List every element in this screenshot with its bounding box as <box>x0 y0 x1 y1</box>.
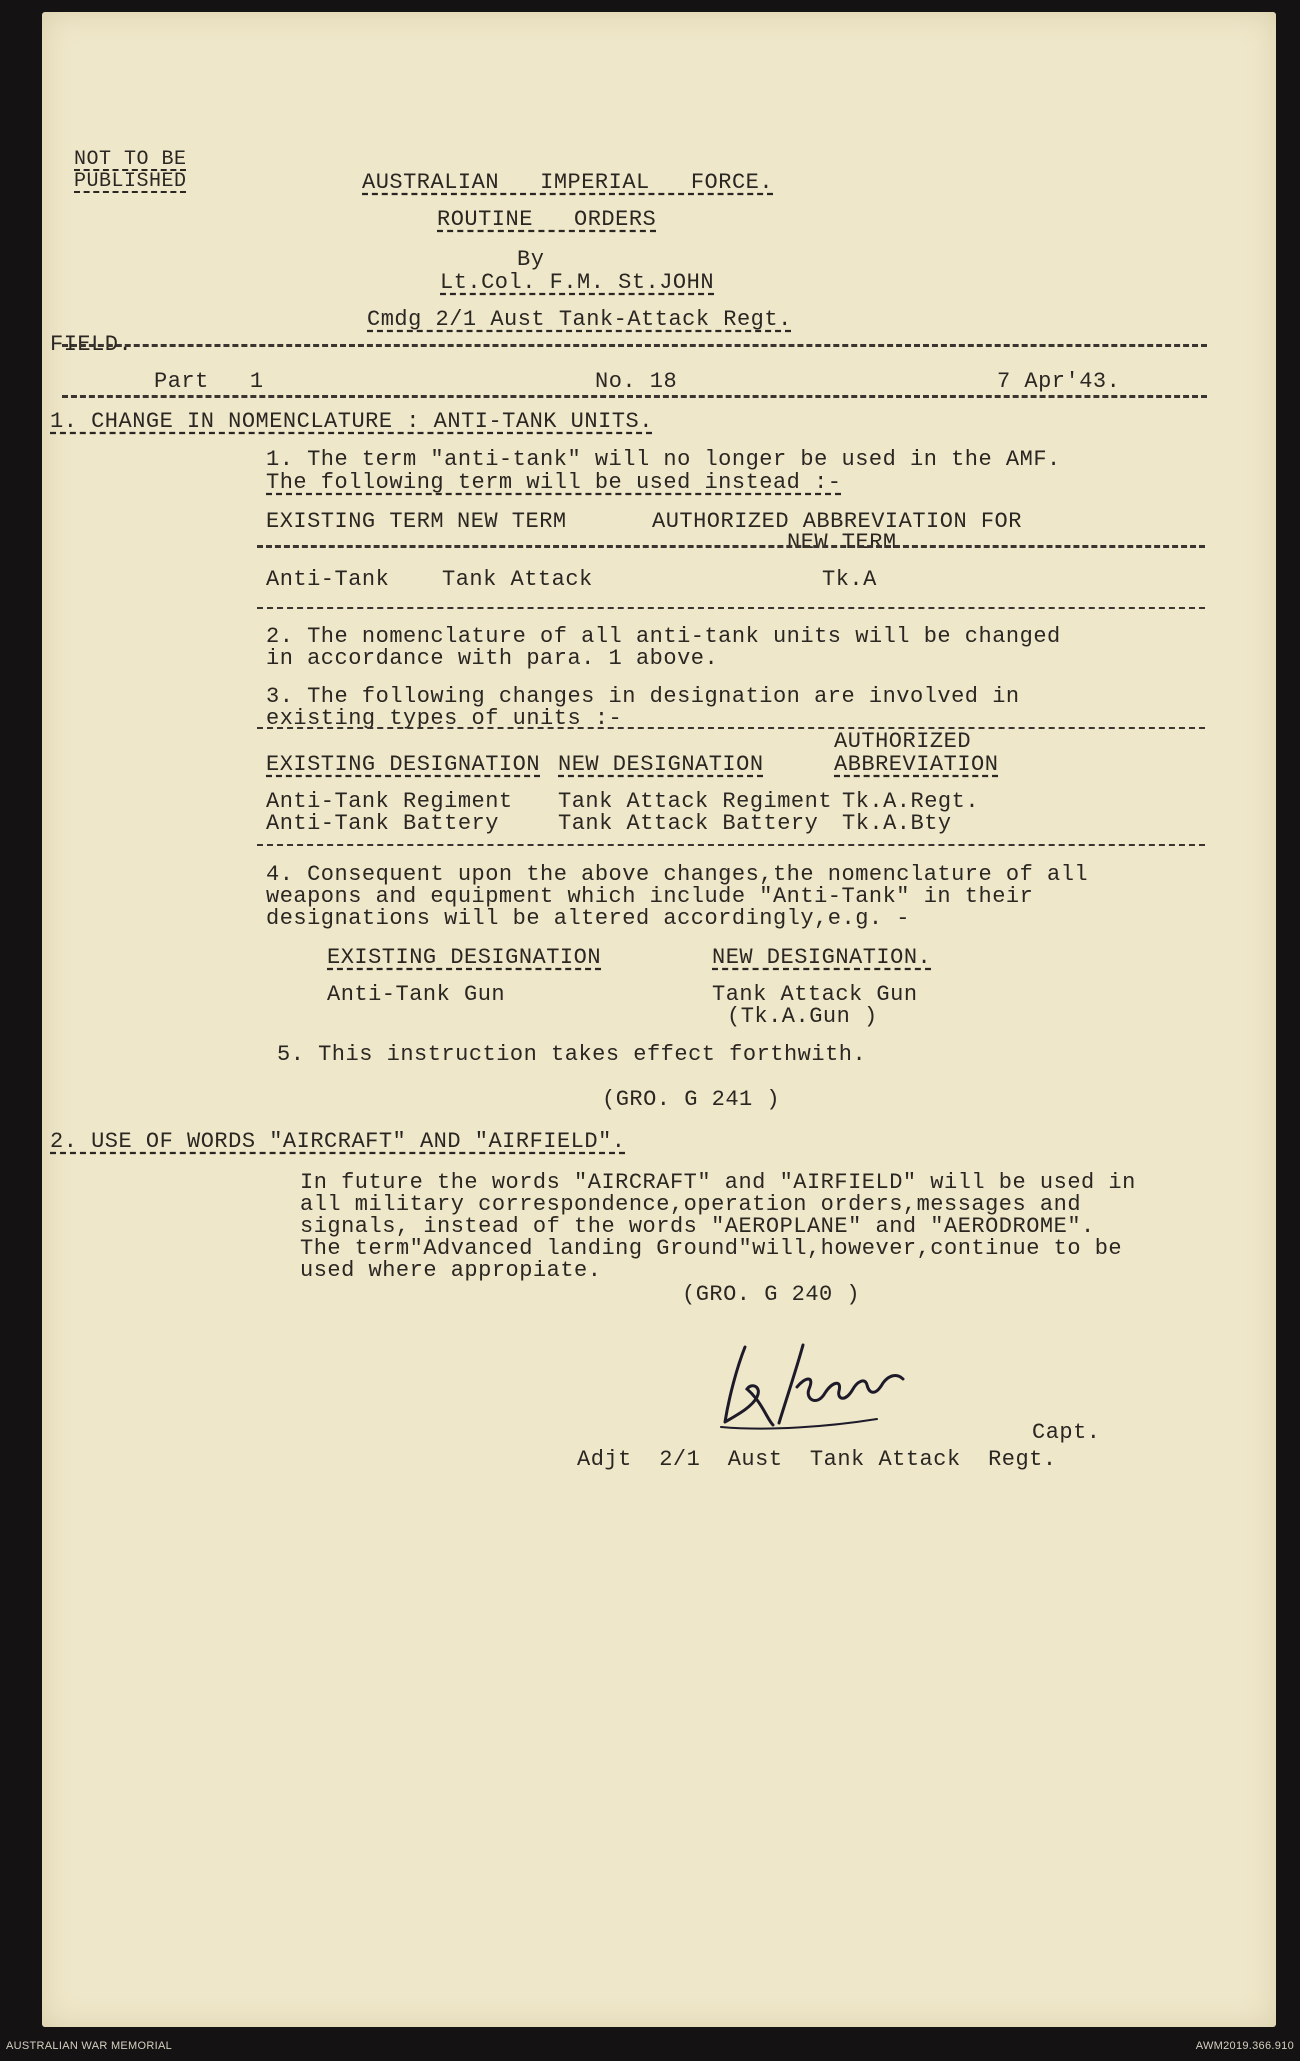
command-line: Cmdg 2/1 Aust Tank-Attack Regt. <box>367 307 792 332</box>
order-date: 7 Apr'43. <box>997 369 1121 394</box>
officer-name: Lt.Col. F.M. St.JOHN <box>440 270 715 295</box>
section1-para2-line2: in accordance with para. 1 above. <box>266 646 719 671</box>
table2-header-new: NEW DESIGNATION <box>558 752 764 777</box>
section1-heading: 1. CHANGE IN NOMENCLATURE : ANTI-TANK UNITS. <box>50 409 653 434</box>
classification-line-1: NOT TO BE <box>74 148 187 171</box>
table1-bottom-divider <box>257 607 1205 609</box>
table2-top-divider <box>257 727 1205 729</box>
section1-para2-line1: 2. The nomenclature of all anti-tank units will be changed <box>266 624 1061 649</box>
handwritten-signature <box>707 1327 947 1447</box>
classification-line-2: PUBLISHED <box>74 170 187 193</box>
table2-row2-existing: Anti-Tank Battery <box>266 811 499 836</box>
archive-footer-left: AUSTRALIAN WAR MEMORIAL <box>6 2040 173 2052</box>
document-subtitle: ROUTINE ORDERS <box>437 207 657 232</box>
order-number: No. 18 <box>595 369 678 394</box>
table3-header-new: NEW DESIGNATION. <box>712 945 932 970</box>
section2-line3: signals, instead of the words "AEROPLANE" and "AERODROME". <box>300 1214 1095 1239</box>
table2-bottom-divider <box>257 844 1205 846</box>
signatory-rank: Capt. <box>1032 1420 1101 1445</box>
section2-line5: used where appropiate. <box>300 1258 602 1283</box>
section2-line1: In future the words "AIRCRAFT" and "AIRFIELD" will be used in <box>300 1170 1136 1195</box>
table3-cell-existing: Anti-Tank Gun <box>327 982 506 1007</box>
table1-header-existing: EXISTING TERM <box>266 509 445 534</box>
section1-para4-line2: weapons and equipment which include "Anti-Tank" in their <box>266 884 1034 909</box>
table2-header-authorized: AUTHORIZED <box>834 729 972 754</box>
section1-para1-line1: 1. The term "anti-tank" will no longer be used in the AMF. <box>266 447 1061 472</box>
table3-header-existing: EXISTING DESIGNATION <box>327 945 602 970</box>
section1-para4-line3: designations will be altered accordingly,e.g. - <box>266 906 911 931</box>
table1-header-abbrev: AUTHORIZED ABBREVIATION FOR <box>652 509 1022 534</box>
section1-para4-line1: 4. Consequent upon the above changes,the nomenclature of all <box>266 862 1089 887</box>
section1-para1-line2: The following term will be used instead :- <box>266 470 842 495</box>
table2-row2-abbrev: Tk.A.Bty <box>842 811 952 836</box>
location: FIELD. <box>50 332 133 357</box>
table1-cell-existing: Anti-Tank <box>266 567 390 592</box>
table1-cell-abbrev: Tk.A <box>822 567 877 592</box>
table3-cell-abbrev: (Tk.A.Gun ) <box>727 1004 878 1029</box>
table2-row2-new: Tank Attack Battery <box>558 811 819 836</box>
signatory-appointment: Adjt 2/1 Aust Tank Attack Regt. <box>577 1447 1057 1472</box>
table2-row1-abbrev: Tk.A.Regt. <box>842 789 980 814</box>
section1-reference: (GRO. G 241 ) <box>602 1087 781 1112</box>
table1-header-abbrev-2: NEW TERM <box>787 530 897 555</box>
table2-row1-new: Tank Attack Regiment <box>558 789 833 814</box>
section2-line4: The term"Advanced landing Ground"will,however,continue to be <box>300 1236 1123 1261</box>
table1-cell-new: Tank Attack <box>442 567 593 592</box>
section2-heading: 2. USE OF WORDS "AIRCRAFT" AND "AIRFIELD". <box>50 1129 626 1154</box>
table2-header-existing: EXISTING DESIGNATION <box>266 752 541 777</box>
section1-para3-line2: existing types of units :- <box>266 706 623 731</box>
section2-reference: (GRO. G 240 ) <box>682 1282 861 1307</box>
archive-footer-right: AWM2019.366.910 <box>1195 2040 1294 2052</box>
table1-header-new: NEW TERM <box>457 509 567 534</box>
table2-row1-existing: Anti-Tank Regiment <box>266 789 513 814</box>
section1-para3-line1: 3. The following changes in designation are involved in <box>266 684 1020 709</box>
table3-cell-new: Tank Attack Gun <box>712 982 918 1007</box>
part-number: Part 1 <box>154 369 264 394</box>
header-divider-top <box>62 344 1207 347</box>
table2-header-abbreviation: ABBREVIATION <box>834 752 999 777</box>
by-line: By <box>517 247 545 272</box>
document-title: AUSTRALIAN IMPERIAL FORCE. <box>362 170 774 195</box>
document-page <box>42 12 1276 2027</box>
section2-line2: all military correspondence,operation orders,messages and <box>300 1192 1082 1217</box>
table1-header-divider <box>257 545 1205 548</box>
header-divider-bottom <box>62 395 1207 398</box>
section1-para5: 5. This instruction takes effect forthwith. <box>277 1042 867 1067</box>
